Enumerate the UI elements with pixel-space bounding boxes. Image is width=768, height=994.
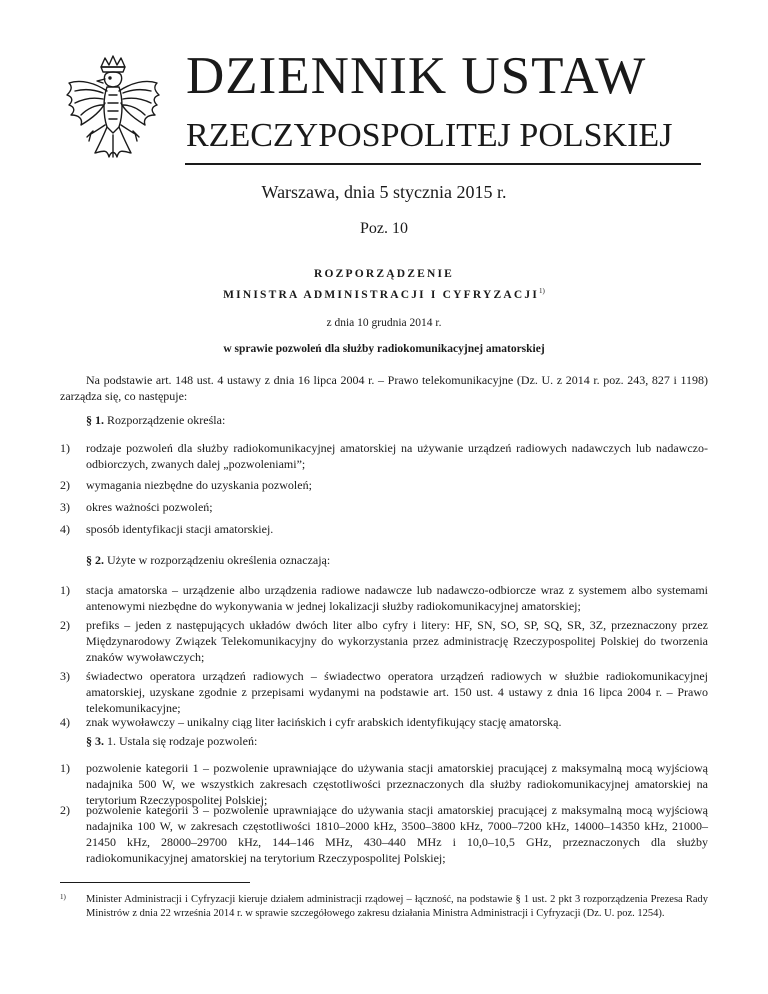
list-item-number: 4)	[60, 715, 70, 729]
section-3-intro: 1. Ustala się rodzaje pozwoleń:	[104, 734, 258, 748]
list-item-number: 2)	[60, 618, 70, 632]
list-item-text: znak wywoławczy – unikalny ciąg liter łacińskich i cyfr arabskich identyfikujący stację amatorską.	[86, 715, 562, 729]
section-2-mark: § 2.	[86, 553, 104, 567]
list-item-text: sposób identyfikacji stacji amatorskiej.	[86, 522, 274, 536]
act-authority-heading	[0, 287, 768, 301]
act-type-heading: ROZPORZĄDZENIE	[313, 268, 455, 280]
list-item-number: 1)	[60, 761, 70, 775]
footnote-text: Minister Administracji i Cyfryzacji kieruje działem administracji rządowej – łączność, na podstawie § 1 ust. 2 pkt 3 rozporządzenia Prezesa Rady Ministrów z dnia 22 września 2014 r. w sprawie szczegółowego zakresu działania Ministra Administracji i Cyfryzacji (Dz. U. poz. 1254).	[86, 894, 708, 919]
list-item-number: 2)	[60, 803, 70, 817]
list-item-text: prefiks – jeden z następujących układów dwóch liter albo cyfry i litery: HF, SN, SO, SP, SQ, SR, 3Z, przeznaczony przez Międzynarodowy Związek Telekomunikacyjny do wykorzystania przez administrację Rzeczypospolitej Polskiej do tworzenia znaków wywoławczych;	[86, 618, 708, 664]
list-item-number: 3)	[60, 500, 70, 514]
preamble: Na podstawie art. 148 ust. 4 ustawy z dnia 16 lipca 2004 r. – Prawo telekomunikacyjne (Dz. U. z 2014 r. poz. 243, 827 i 1198) zarządza się, co następuje:	[60, 373, 708, 403]
act-date: z dnia 10 grudnia 2014 r.	[326, 317, 442, 329]
list-item-text: stacja amatorska – urządzenie albo urządzenia radiowe nadawcze lub nadawczo-odbiorcze wraz z systemem albo systemami antenowymi niezbędne do wykonywania w jednej lokalizacji służby radiokomunikacyjnej amatorskiej;	[86, 583, 708, 613]
list-item-number: 2)	[60, 478, 70, 492]
list-item-text: pozwolenie kategorii 3 – pozwolenie uprawniające do używania stacji amatorskiej pracującej z maksymalną mocą wyjściową nadajnika 100 W, w zakresach częstotliwości 1810–2000 kHz, 3500–3800 kHz, 7000–7200 kHz, 14000–14350 kHz, 21000–21450 kHz, 28000–29700 kHz, 144–146 MHz, 430–440 MHz i 10,0–10,5 GHz, przeznaczonych dla służby radiokomunikacyjnej amatorskiej na terytorium Rzeczypospolitej Polskiej;	[86, 803, 708, 865]
act-authority-text: MINISTRA ADMINISTRACJI I CYFRYZACJI	[223, 288, 540, 301]
list-item-text: wymagania niezbędne do uzyskania pozwoleń;	[86, 478, 312, 492]
list-item-number: 3)	[60, 669, 70, 683]
list-item-text: pozwolenie kategorii 1 – pozwolenie uprawniające do używania stacji amatorskiej pracującej z maksymalną mocą wyjściową nadajnika 500 W, we wszystkich zakresach częstotliwości przeznaczonych dla służby radiokomunikacyjnej amatorskiej na terytorium Rzeczypospolitej Polskiej;	[86, 761, 708, 807]
list-item-number: 1)	[60, 441, 70, 455]
list-item-number: 1)	[60, 583, 70, 597]
list-item-text: okres ważności pozwoleń;	[86, 500, 213, 514]
position-number: Poz. 10	[360, 220, 408, 237]
section-2-intro: Użyte w rozporządzeniu określenia oznaczają:	[104, 553, 331, 567]
list-item-text: rodzaje pozwoleń dla służby radiokomunikacyjnej amatorskiej na używanie urządzeń radiowych nadawczych lub nadawczo-odbiorczych, zwanych dalej „pozwoleniami”;	[86, 441, 708, 471]
masthead-title: DZIENNIK USTAW	[186, 47, 647, 105]
footnote-divider	[60, 882, 250, 883]
section-3-heading	[86, 733, 257, 749]
masthead-divider	[185, 163, 701, 165]
section-1-mark: § 1.	[86, 413, 104, 427]
footnote-mark: 1)	[60, 893, 66, 901]
section-1-heading	[86, 412, 225, 428]
list-item-number: 4)	[60, 522, 70, 536]
act-subject: w sprawie pozwoleń dla służby radiokomunikacyjnej amatorskiej	[223, 343, 545, 355]
list-item-text: świadectwo operatora urządzeń radiowych – świadectwo operatora urządzeń radiowych w służbie radiokomunikacyjnej amatorskiej, uzyskane zgodnie z przepisami wydanymi na podstawie art. 150 ust. 4 ustawy z dnia 16 lipca 2004 r. – Prawo telekomunikacyjne;	[86, 669, 708, 715]
issue-date: Warszawa, dnia 5 stycznia 2015 r.	[261, 182, 507, 202]
masthead-subtitle: RZECZYPOSPOLITEJ POLSKIEJ	[186, 117, 673, 154]
section-1-intro: Rozporządzenie określa:	[104, 413, 226, 427]
polish-eagle-emblem-icon	[63, 53, 163, 169]
footnote-reference: 1)	[539, 287, 545, 295]
section-3-mark: § 3.	[86, 734, 104, 748]
section-2-heading	[86, 552, 330, 568]
